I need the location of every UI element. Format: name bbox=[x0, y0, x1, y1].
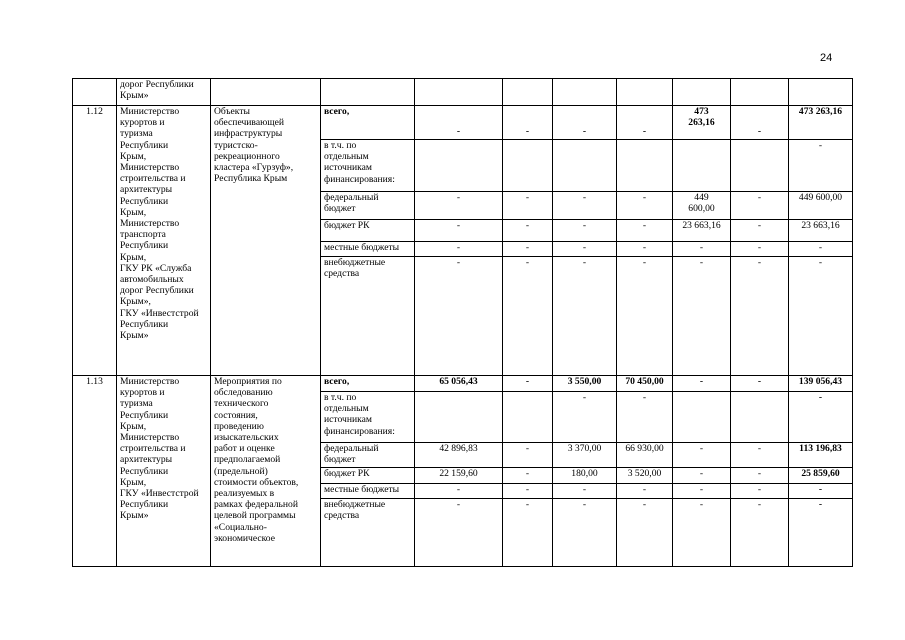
value-cell: 473 263,16 bbox=[789, 106, 853, 140]
value-cell: - bbox=[731, 376, 789, 392]
page-number: 24 bbox=[820, 52, 833, 64]
value-cell bbox=[553, 140, 617, 192]
source-cell: внебюджетные средства bbox=[321, 499, 415, 567]
source-cell: всего, bbox=[321, 376, 415, 392]
value-cell: - bbox=[617, 499, 673, 567]
source-cell: в т.ч. по отдельным источникам финансирования: bbox=[321, 140, 415, 192]
value-cell: - bbox=[503, 257, 553, 376]
value-cell: 139 056,43 bbox=[789, 376, 853, 392]
value-cell bbox=[731, 392, 789, 443]
value-cell: 113 196,83 bbox=[789, 443, 853, 468]
value-cell: - bbox=[503, 484, 553, 499]
value-cell: - bbox=[503, 499, 553, 567]
source-cell: всего, bbox=[321, 106, 415, 140]
value-cell: - bbox=[503, 443, 553, 468]
object-cell: Объекты обеспечивающей инфраструктуры туристско- рекреационного кластера «Гурзуф», Республика Крым bbox=[211, 106, 321, 376]
source-cell: внебюджетные средства bbox=[321, 257, 415, 376]
source-cell: федеральный бюджет bbox=[321, 192, 415, 220]
row-number bbox=[73, 79, 117, 106]
value-cell: - bbox=[553, 192, 617, 220]
value-cell bbox=[415, 140, 503, 192]
source-cell: бюджет РК bbox=[321, 468, 415, 484]
value-cell: - bbox=[731, 484, 789, 499]
value-cell: - bbox=[789, 242, 853, 257]
value-cell: - bbox=[415, 257, 503, 376]
value-cell bbox=[731, 140, 789, 192]
value-cell: - bbox=[617, 392, 673, 443]
value-cell: - bbox=[553, 106, 617, 140]
executor-cell: Министерство курортов и туризма Республики Крым, Министерство строительства и архитектуры Республики Крым, Министерство транспорта Республики Крым, ГКУ РК «Служба автомобильных дорог Республики Крым», ГКУ «Инвестстрой Республики Крым» bbox=[117, 106, 211, 376]
source-cell: местные бюджеты bbox=[321, 242, 415, 257]
value-cell: - bbox=[415, 106, 503, 140]
source-cell: местные бюджеты bbox=[321, 484, 415, 499]
value-cell: - bbox=[503, 242, 553, 257]
value-cell: 65 056,43 bbox=[415, 376, 503, 392]
value-cell: - bbox=[617, 484, 673, 499]
value-cell: - bbox=[731, 468, 789, 484]
value-cell: - bbox=[673, 468, 731, 484]
value-cell: 70 450,00 bbox=[617, 376, 673, 392]
value-cell: 3 370,00 bbox=[553, 443, 617, 468]
value-cell bbox=[503, 392, 553, 443]
value-cell: - bbox=[415, 499, 503, 567]
value-cell: 22 159,60 bbox=[415, 468, 503, 484]
value-cell: 25 859,60 bbox=[789, 468, 853, 484]
value-cell: - bbox=[553, 220, 617, 242]
table-row bbox=[73, 106, 853, 140]
value-cell: - bbox=[789, 484, 853, 499]
value-cell: 449 600,00 bbox=[673, 192, 731, 220]
value-cell: - bbox=[617, 106, 673, 140]
value-cell: - bbox=[617, 220, 673, 242]
value-cell bbox=[673, 140, 731, 192]
value-cell: - bbox=[415, 242, 503, 257]
value-cell: - bbox=[553, 242, 617, 257]
value-cell: 66 930,00 bbox=[617, 443, 673, 468]
value-cell: - bbox=[617, 192, 673, 220]
value-cell: - bbox=[503, 468, 553, 484]
value-cell: 473 263,16 bbox=[673, 106, 731, 140]
value-cell: - bbox=[789, 140, 853, 192]
value-cell: - bbox=[789, 392, 853, 443]
table-row bbox=[73, 79, 853, 106]
value-cell: - bbox=[673, 484, 731, 499]
source-cell: бюджет РК bbox=[321, 220, 415, 242]
value-cell: - bbox=[553, 484, 617, 499]
object-cell: Мероприятия по обследованию технического состояния, проведению изыскательских работ и оценке предполагаемой (предельной) стоимости объектов, реализуемых в рамках федеральной целевой программы «Социально- экономическое bbox=[211, 376, 321, 567]
value-cell: 23 663,16 bbox=[789, 220, 853, 242]
value-cell: - bbox=[731, 257, 789, 376]
value-cell: - bbox=[731, 499, 789, 567]
value-cell: - bbox=[673, 443, 731, 468]
table-row bbox=[73, 376, 853, 392]
value-cell: - bbox=[503, 220, 553, 242]
value-cell: - bbox=[415, 484, 503, 499]
value-cell: 3 550,00 bbox=[553, 376, 617, 392]
source-cell: в т.ч. по отдельным источникам финансирования: bbox=[321, 392, 415, 443]
value-cell bbox=[415, 392, 503, 443]
value-cell: - bbox=[503, 192, 553, 220]
value-cell: - bbox=[503, 106, 553, 140]
value-cell: 42 896,83 bbox=[415, 443, 503, 468]
row-number: 1.13 bbox=[73, 376, 117, 567]
value-cell: - bbox=[415, 192, 503, 220]
value-cell: - bbox=[673, 257, 731, 376]
value-cell: 180,00 bbox=[553, 468, 617, 484]
value-cell bbox=[673, 392, 731, 443]
value-cell: 449 600,00 bbox=[789, 192, 853, 220]
value-cell: 23 663,16 bbox=[673, 220, 731, 242]
executor-cell: Министерство курортов и туризма Республики Крым, Министерство строительства и архитектуры Республики Крым, ГКУ «Инвестстрой Республики Крым» bbox=[117, 376, 211, 567]
value-cell: - bbox=[731, 192, 789, 220]
value-cell: - bbox=[503, 376, 553, 392]
value-cell: - bbox=[789, 257, 853, 376]
value-cell: 3 520,00 bbox=[617, 468, 673, 484]
executor-cell: дорог Республики Крым» bbox=[117, 79, 211, 106]
value-cell: - bbox=[789, 499, 853, 567]
value-cell bbox=[503, 140, 553, 192]
value-cell: - bbox=[731, 220, 789, 242]
value-cell: - bbox=[673, 376, 731, 392]
value-cell: - bbox=[553, 257, 617, 376]
value-cell: - bbox=[553, 392, 617, 443]
value-cell: - bbox=[731, 106, 789, 140]
value-cell: - bbox=[617, 257, 673, 376]
value-cell: - bbox=[731, 242, 789, 257]
financing-table bbox=[72, 78, 853, 567]
value-cell bbox=[617, 140, 673, 192]
row-number: 1.12 bbox=[73, 106, 117, 376]
value-cell: - bbox=[415, 220, 503, 242]
value-cell: - bbox=[731, 443, 789, 468]
value-cell: - bbox=[617, 242, 673, 257]
value-cell: - bbox=[673, 242, 731, 257]
source-cell: федеральный бюджет bbox=[321, 443, 415, 468]
value-cell: - bbox=[673, 499, 731, 567]
value-cell: - bbox=[553, 499, 617, 567]
